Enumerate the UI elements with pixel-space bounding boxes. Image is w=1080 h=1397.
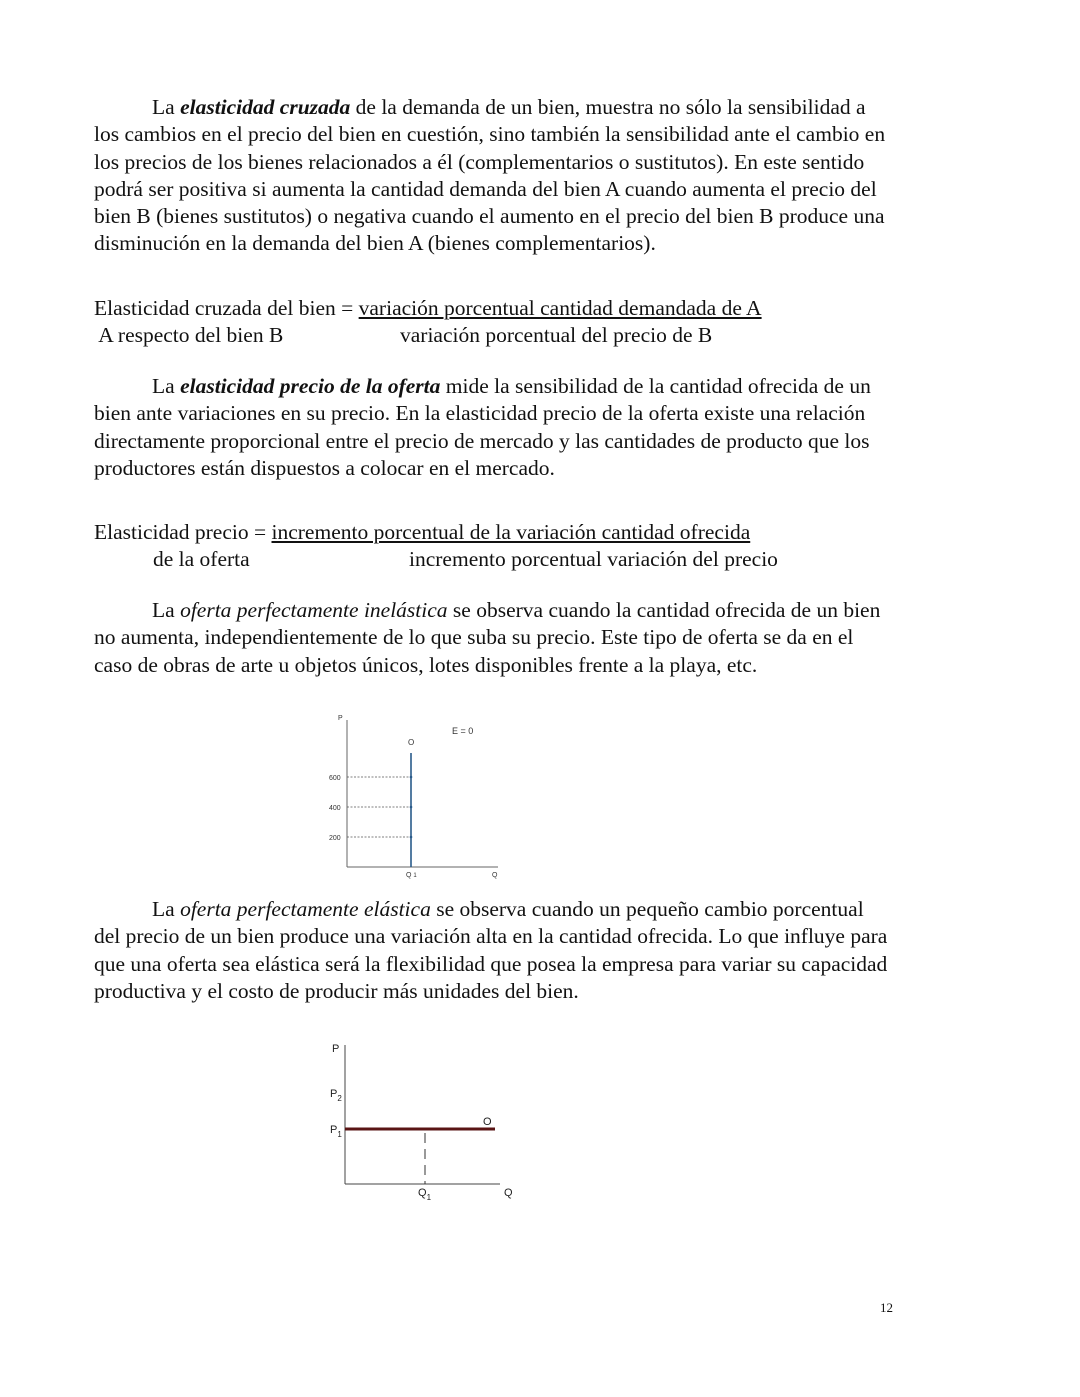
term-supply-elasticity: elasticidad precio de la oferta — [180, 374, 441, 398]
formula-lhs: Elasticidad cruzada del bien = — [94, 296, 359, 320]
chart-inelastic-supply — [320, 705, 520, 885]
elasticity-label: E = 0 — [452, 726, 474, 736]
formula-denominator: variación porcentual del precio de B — [400, 323, 713, 347]
term-cross-elasticity: elasticidad cruzada — [180, 95, 351, 119]
tick-p2: $P_2$ — [330, 1088, 342, 1103]
text: La — [152, 897, 181, 921]
term-elastic-supply: oferta perfectamente elástica — [180, 897, 431, 921]
page-number: 12 — [880, 1300, 893, 1315]
formula-numerator: variación porcentual cantidad demandada de A — [358, 296, 762, 320]
axis-label-q: Q — [492, 872, 498, 879]
text: se observa cuando la cantidad ofrecida de un bien no aumenta, independientemente de lo que suba su precio. Este tipo de oferta se da en el caso de obras de arte u objetos únicos, lotes disponibles frente a la playa, etc. — [94, 598, 881, 677]
tick-600: 600 — [329, 775, 341, 782]
text: se observa cuando un pequeño cambio porcentual del precio de un bien produce una variación alta en la cantidad ofrecida. Lo que influye para que una oferta sea elástica será la flexibilidad que posea la empresa para variar su capacidad productiva y el costo de producir más unidades del bien. — [94, 897, 888, 1003]
tick-p1: $P_1$ — [330, 1124, 342, 1139]
formula-cross-elasticity — [94, 295, 762, 322]
paragraph-elastic-supply — [94, 896, 894, 1005]
formula-lhs-line2: de la oferta — [153, 547, 250, 571]
supply-label: O — [408, 738, 415, 747]
chart-elastic-supply — [320, 1035, 530, 1210]
tick-q1: $Q_1$ — [418, 1187, 432, 1202]
paragraph-inelastic-supply — [94, 597, 894, 679]
term-inelastic-supply: oferta perfectamente inelástica — [180, 598, 448, 622]
formula-lhs: Elasticidad precio = — [94, 520, 272, 544]
paragraph-cross-elasticity — [94, 94, 894, 258]
supply-label: O — [483, 1116, 492, 1128]
formula-lhs: A respecto del bien B — [94, 323, 284, 347]
tick-200: 200 — [329, 835, 341, 842]
text: La — [152, 374, 181, 398]
formula-supply-elasticity — [94, 519, 750, 546]
tick-400: 400 — [329, 805, 341, 812]
formula-cross-elasticity-line2 — [94, 322, 283, 349]
tick-q1: Q 1 — [406, 872, 417, 879]
axis-label-q: Q — [504, 1187, 513, 1199]
text: La — [152, 598, 181, 622]
formula-denominator: incremento porcentual variación del precio — [409, 547, 778, 571]
text: La — [152, 95, 181, 119]
paragraph-supply-elasticity — [94, 373, 894, 482]
text: mide la sensibilidad de la cantidad ofrecida de un bien ante variaciones en su precio. En la elasticidad precio de la oferta existe una relación directamente proporcional entre el precio de mercado y las cantidades de producto que los productores están dispuestos a colocar en el mercado. — [94, 374, 871, 480]
text: de la demanda de un bien, muestra no sólo la sensibilidad a los cambios en el precio del bien en cuestión, sino también la sensibilidad ante el cambio en los precios de los bienes relacionados a él (complementarios o sustitutos). En este sentido podrá ser positiva si aumenta la cantidad demanda del bien A cuando aumenta el precio del bien B (bienes sustitutos) o negativa cuando el aumento en el precio del bien B produce una disminución en la demanda del bien A (bienes complementarios). — [94, 95, 886, 256]
axis-label-p: P — [332, 1043, 340, 1055]
axis-label-p: P — [338, 715, 343, 722]
formula-numerator: incremento porcentual de la variación cantidad ofrecida — [271, 520, 751, 544]
